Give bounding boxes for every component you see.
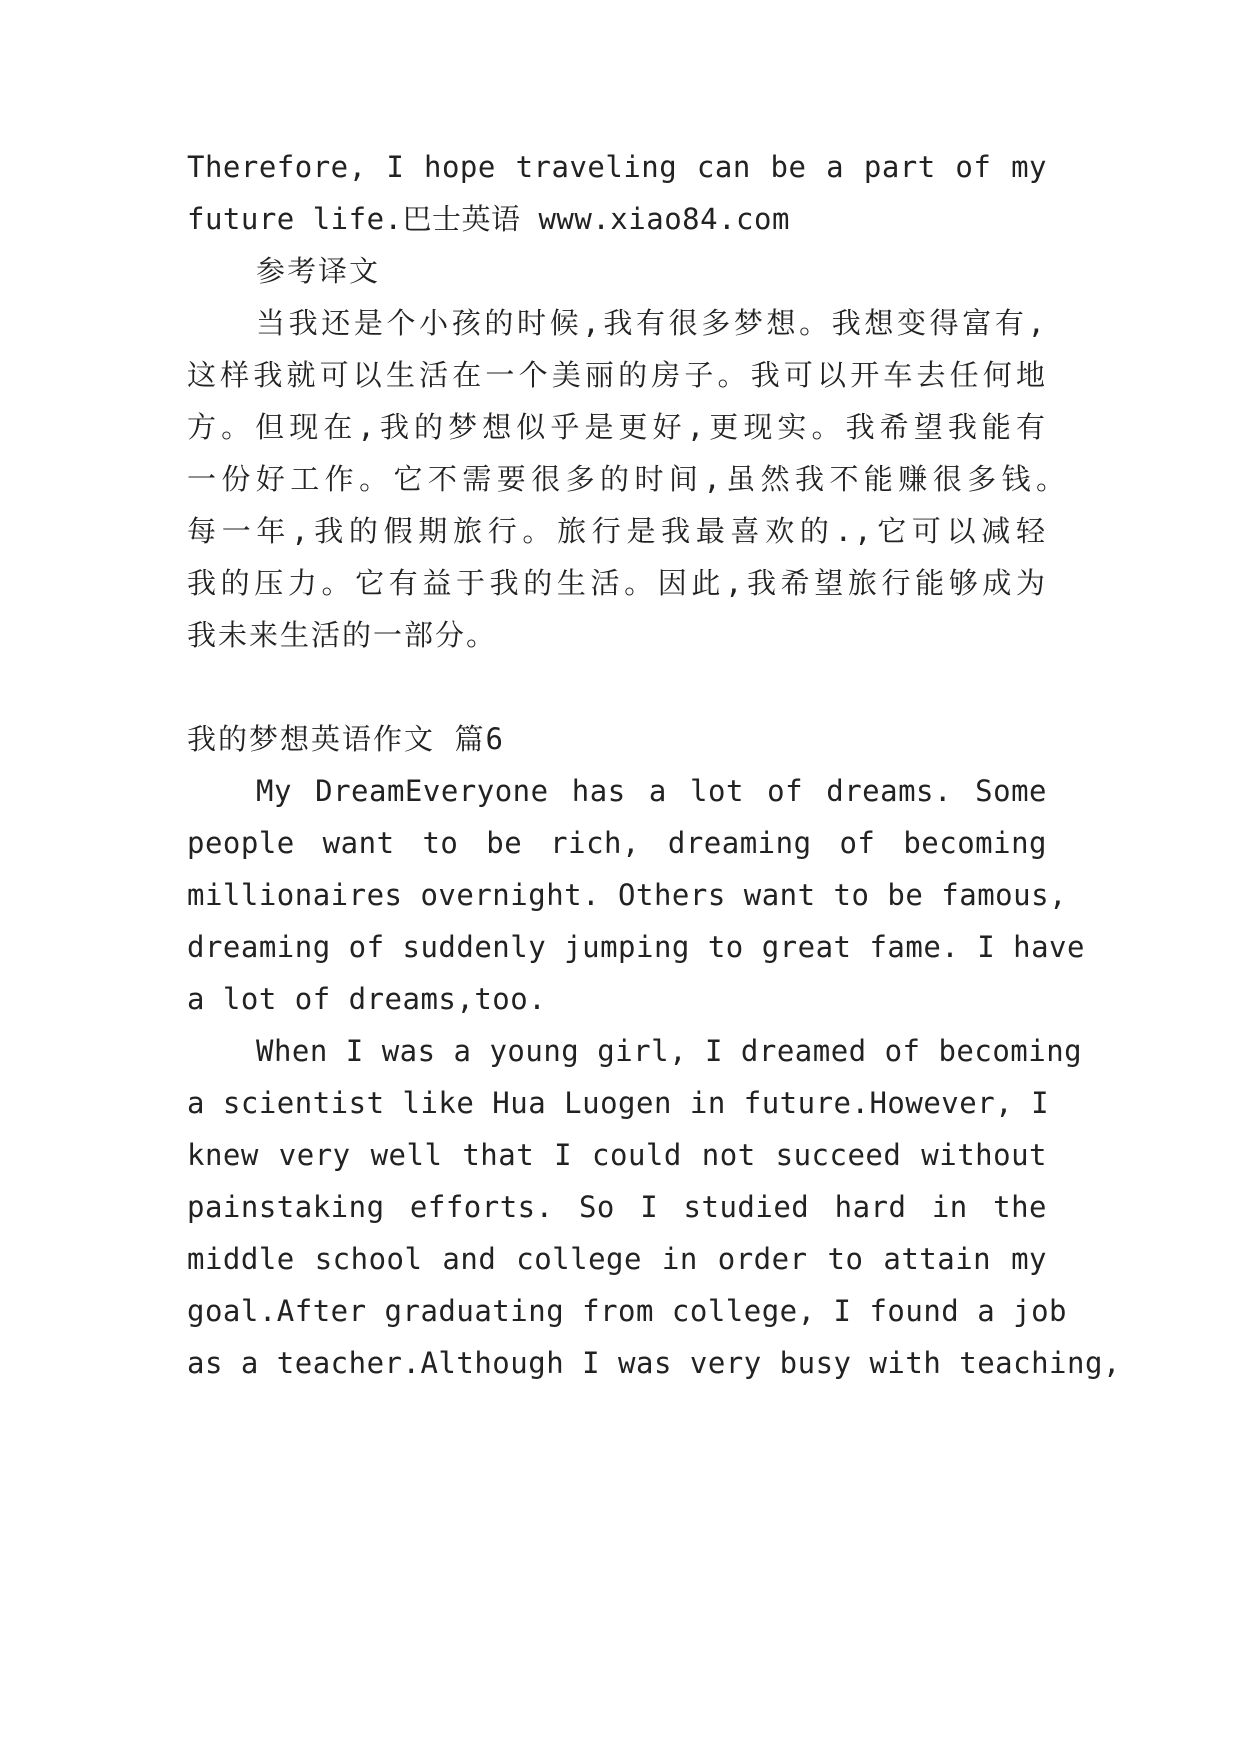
- essay-p2-line-3: knew very well that I could not succeed without: [187, 1138, 1047, 1172]
- essay-p1-line-4: dreaming of suddenly jumping to great fame. I have: [187, 930, 1085, 964]
- essay-p2-line-6: goal.After graduating from college, I found a job: [187, 1294, 1068, 1328]
- essay-p2-line-7: as a teacher.Although I was very busy with teaching,: [187, 1346, 1121, 1380]
- essay-title: 我的梦想英语作文 篇6: [187, 722, 505, 756]
- prev-essay-line-2: future life.巴士英语 www.xiao84.com: [187, 202, 790, 236]
- essay-p2-line-2: a scientist like Hua Luogen in future.However, I: [187, 1086, 1050, 1120]
- translation-line-2: 这样我就可以生活在一个美丽的房子。我可以开车去任何地: [187, 358, 1047, 392]
- essay-p1-line-3: millionaires overnight. Others want to be famous,: [187, 878, 1068, 912]
- prev-essay-line-1: Therefore, I hope traveling can be a part of my: [187, 150, 1047, 184]
- essay-p1-line-2: people want to be rich, dreaming of becoming: [187, 826, 1047, 860]
- essay-p2-line-5: middle school and college in order to attain my: [187, 1242, 1047, 1276]
- translation-line-5: 每一年,我的假期旅行。旅行是我最喜欢的.,它可以减轻: [187, 514, 1047, 548]
- translation-line-7: 我未来生活的一部分。: [187, 618, 498, 652]
- translation-heading: 参考译文: [256, 254, 381, 288]
- essay-p1-line-1: My DreamEveryone has a lot of dreams. Some: [256, 774, 1047, 808]
- translation-line-6: 我的压力。它有益于我的生活。因此,我希望旅行能够成为: [187, 566, 1047, 600]
- translation-line-1: 当我还是个小孩的时候,我有很多梦想。我想变得富有,: [256, 306, 1047, 340]
- essay-p2-line-4: painstaking efforts. So I studied hard in the: [187, 1190, 1047, 1224]
- translation-line-4: 一份好工作。它不需要很多的时间,虽然我不能赚很多钱。: [187, 462, 1067, 496]
- translation-line-3: 方。但现在,我的梦想似乎是更好,更现实。我希望我能有: [187, 410, 1047, 444]
- essay-p1-line-5: a lot of dreams,too.: [187, 982, 547, 1016]
- essay-p2-line-1: When I was a young girl, I dreamed of becoming: [256, 1034, 1083, 1068]
